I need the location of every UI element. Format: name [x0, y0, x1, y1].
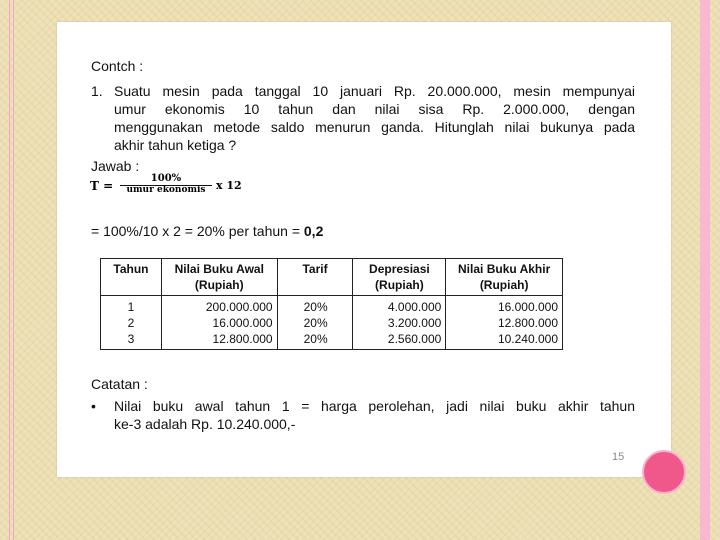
formula-denominator: umur ekonomis [126, 185, 206, 195]
problem-line-1: Suatu mesin pada tanggal 10 januari Rp. 20.000.000, mesin mempunyai [114, 83, 635, 99]
table-header-row [101, 259, 563, 296]
cell-nilai-akhir: 16.000.000 [446, 296, 563, 316]
header-depresiasi: Depresiasi (Rupiah) [353, 259, 446, 296]
cell-depresiasi: 4.000.000 [353, 296, 446, 316]
cell-nilai-awal: 200.000.000 [161, 296, 277, 316]
left-border-line [9, 0, 10, 540]
cell-tahun: 2 [101, 315, 162, 331]
formula-multiplier: x 12 [216, 179, 242, 192]
problem-line-4: akhir tahun ketiga ? [114, 137, 237, 153]
cell-nilai-awal: 12.800.000 [161, 331, 277, 350]
table-row [101, 331, 563, 350]
table-row [101, 315, 563, 331]
cell-nilai-akhir: 12.800.000 [446, 315, 563, 331]
cell-nilai-awal: 16.000.000 [161, 315, 277, 331]
cell-depresiasi: 3.200.000 [353, 315, 446, 331]
calc-text: = 100%/10 x 2 = 20% per tahun = [91, 223, 304, 239]
example-heading: Contch : [91, 58, 144, 74]
page-number: 15 [612, 451, 625, 463]
rate-formula [90, 173, 270, 198]
header-nilai-buku-awal: Nilai Buku Awal (Rupiah) [161, 259, 277, 296]
formula-lhs: T = [90, 179, 114, 193]
page-circle-decoration [642, 450, 686, 494]
cell-tarif: 20% [277, 296, 353, 316]
header-tarif: Tarif [277, 259, 353, 296]
cell-tarif: 20% [277, 331, 353, 350]
calc-line [91, 222, 323, 240]
answer-label: Jawab : [91, 158, 140, 174]
header-nilai-buku-akhir: Nilai Buku Akhir (Rupiah) [446, 259, 563, 296]
depreciation-table [100, 258, 563, 350]
table-row [101, 296, 563, 316]
cell-tahun: 1 [101, 296, 162, 316]
calc-result: 0,2 [303, 223, 324, 239]
problem-number: 1. [91, 83, 103, 99]
cell-tarif: 20% [277, 315, 353, 331]
note-line-1: Nilai buku awal tahun 1 = harga perolehan, jadi nilai buku akhir tahun [114, 398, 635, 414]
formula-numerator: 100% [150, 173, 182, 184]
cell-nilai-akhir: 10.240.000 [446, 331, 563, 350]
left-border-line-2 [13, 0, 14, 540]
problem-line-3: menggunakan metode saldo menurun ganda. Hitunglah nilai bukunya pada [114, 119, 635, 135]
right-pink-stripe [700, 0, 710, 540]
note-heading: Catatan : [91, 376, 148, 392]
note-line-2: ke-3 adalah Rp. 10.240.000,- [114, 416, 296, 432]
cell-depresiasi: 2.560.000 [353, 331, 446, 350]
cell-tahun: 3 [101, 331, 162, 350]
problem-line-2: umur ekonomis 10 tahun dan nilai sisa Rp. 2.000.000, dengan [114, 101, 635, 117]
note-bullet: • [91, 398, 96, 414]
header-tahun: Tahun [101, 259, 162, 296]
